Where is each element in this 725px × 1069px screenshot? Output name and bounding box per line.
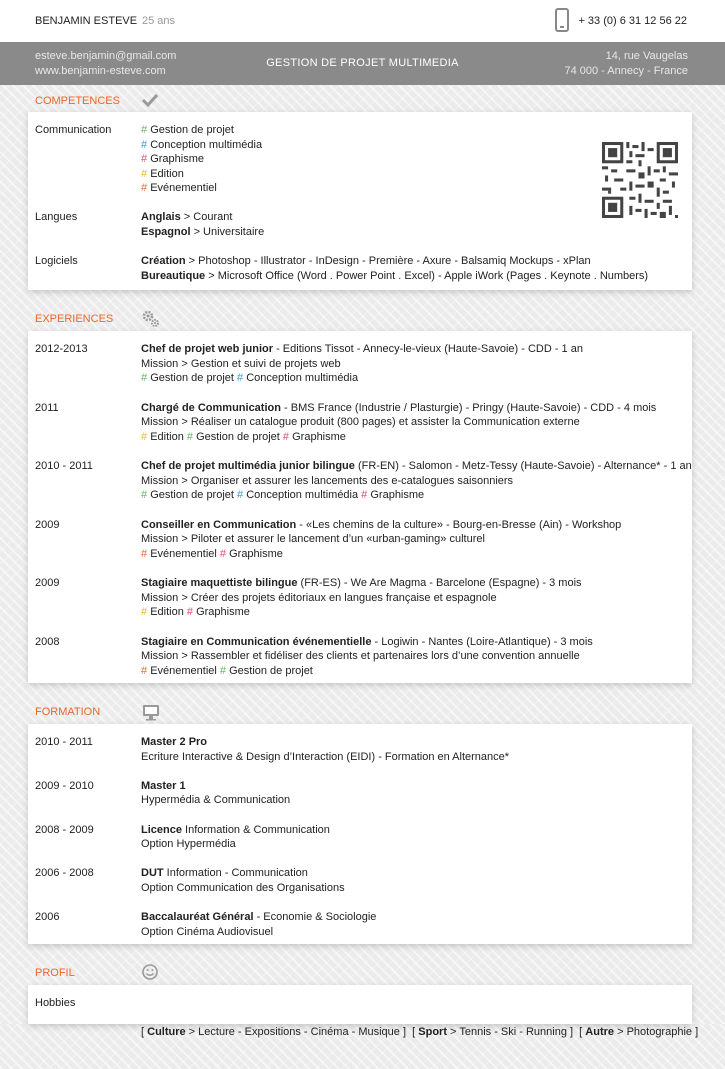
competences-card — [28, 112, 692, 290]
experiences-card — [28, 331, 692, 683]
experience-title: Stagiaire maquettiste bilingue (FR-ES) - We Are Magma - Barcelone (Espagne) - 3 mois — [141, 577, 582, 589]
logiciels-label: Logiciels — [35, 255, 78, 267]
profil-card — [28, 985, 699, 1039]
experience-mission: Mission > Réaliser un catalogue produit (800 pages) et assister la Communication externe — [141, 416, 580, 429]
tag-hash: # — [282, 430, 290, 443]
job-title: GESTION DE PROJET MULTIMEDIA — [266, 57, 459, 69]
experience-title: Conseiller en Communication - «Les chemins de la culture» - Bourg-en-Bresse (Ain) - Workshop — [141, 518, 622, 531]
experience-title: Chef de projet web junior - Editions Tissot - Annecy-le-vieux (Haute-Savoie) - CDD - 1 an — [141, 343, 583, 355]
phone-icon — [555, 8, 569, 32]
formation-degree: Master 1 — [141, 779, 186, 792]
list-item: # Conception multimédia — [141, 138, 263, 151]
monitor-icon — [141, 702, 159, 720]
tag-hash: # — [141, 430, 148, 443]
experience-date: 2012-2013 — [35, 343, 88, 355]
experience-mission: Mission > Rassembler et fidéliser des clients et partenaires lors d’une convention annuelle — [141, 650, 580, 663]
person-age: 25 ans — [142, 15, 176, 27]
experience-tags — [141, 430, 656, 445]
email-link[interactable]: esteve.benjamin@gmail.com — [35, 50, 177, 62]
list-item: # Gestion de projet — [141, 124, 234, 136]
top-bar — [0, 0, 725, 42]
phone-number[interactable]: + 33 (0) 6 31 12 56 22 — [578, 15, 687, 27]
tag-label: Gestion de projet — [150, 489, 234, 502]
tag-label: Edition — [150, 606, 184, 619]
formation-detail: Ecriture Interactive & Design d’Interaction (EIDI) - Formation en Alternance* — [141, 750, 510, 763]
list-item: Espagnol > Universitaire — [141, 225, 265, 238]
tag-label: Edition — [150, 430, 184, 443]
profil-heading: PROFIL — [35, 967, 75, 979]
formation-date: 2009 - 2010 — [35, 779, 94, 792]
communication-label: Communication — [35, 124, 112, 136]
list-item: Création > Photoshop - Illustrator - InDesign - Première - Axure - Balsamiq Mockups - xPlan — [141, 255, 591, 267]
experience-mission: Mission > Piloter et assurer le lancement d’un «urban-gaming» culturel — [141, 533, 485, 546]
tag-label: Graphisme — [229, 547, 283, 560]
tag-hash: # — [219, 664, 227, 677]
langues-label: Langues — [35, 211, 78, 223]
address-line2: 74 000 - Annecy - France — [564, 65, 688, 77]
tag-hash: # — [141, 606, 148, 619]
experience-tags — [141, 371, 583, 386]
experience-date: 2008 — [35, 635, 60, 648]
list-item: Bureautique > Microsoft Office (Word . Power Point . Excel) - Apple iWork (Pages . Keynote . Numbers) — [141, 269, 649, 282]
tag-hash: # — [361, 489, 368, 502]
formation-heading: FORMATION — [35, 706, 101, 718]
person-name: BENJAMIN ESTEVE — [35, 15, 138, 27]
website-link[interactable]: www.benjamin-esteve.com — [35, 65, 166, 77]
tag-label: Conception multimédia — [246, 489, 359, 502]
tag-hash: # — [237, 489, 244, 502]
formation-detail: Option Cinéma Audiovisuel — [141, 925, 274, 938]
tag-label: Graphisme — [196, 606, 250, 619]
experience-tags — [141, 488, 692, 503]
experience-mission: Mission > Organiser et assurer les lancements des e-catalogues saisonniers — [141, 474, 514, 487]
experience-tags — [141, 664, 593, 679]
hobbies-label: Hobbies — [35, 997, 76, 1009]
competences-heading: COMPETENCES — [35, 95, 120, 107]
qr-code-icon — [602, 142, 678, 218]
tag-label: Graphisme — [370, 489, 425, 502]
contact-band — [0, 42, 725, 85]
experience-date: 2009 — [35, 577, 60, 589]
list-item: # Graphisme — [141, 153, 204, 166]
checkmark-icon — [141, 91, 159, 109]
tag-hash: # — [219, 547, 227, 560]
formation-degree: DUT Information - Communication — [141, 867, 308, 880]
tag-label: Graphisme — [292, 430, 346, 443]
formation-date: 2006 - 2008 — [35, 867, 94, 880]
list-item: Anglais > Courant — [141, 211, 233, 223]
tag-label: Evénementiel — [150, 547, 217, 560]
formation-degree: Baccalauréat Général - Economie & Sociologie — [141, 911, 377, 924]
tag-label: Gestion de projet — [229, 664, 313, 677]
experiences-heading: EXPERIENCES — [35, 313, 114, 325]
experience-date: 2010 - 2011 — [35, 460, 93, 472]
list-item: # Edition — [141, 167, 184, 180]
formation-card — [28, 724, 692, 944]
experience-title: Chef de projet multimédia junior bilingue (FR-EN) - Salomon - Metz-Tessy (Haute-Savoie) - Alternance* - 1 an — [141, 460, 692, 472]
tag-hash: # — [186, 430, 194, 443]
tag-hash: # — [141, 664, 148, 677]
formation-degree: Licence Information & Communication — [141, 823, 330, 836]
experience-date: 2009 — [35, 518, 60, 531]
experience-mission: Mission > Créer des projets éditoriaux en langues française et espagnole — [141, 591, 497, 604]
experience-tags — [141, 605, 582, 620]
address-line1: 14, rue Vaugelas — [605, 50, 688, 62]
tag-hash: # — [141, 372, 148, 385]
smiley-icon — [141, 963, 159, 981]
formation-date: 2008 - 2009 — [35, 823, 94, 836]
formation-date: 2010 - 2011 — [35, 736, 93, 748]
tag-label: Evénementiel — [150, 664, 217, 677]
gears-icon — [141, 309, 159, 327]
experience-mission: Mission > Gestion et suivi de projets web — [141, 357, 341, 370]
tag-label: Conception multimédia — [246, 372, 359, 385]
list-item: # Evénementiel — [141, 182, 217, 195]
hobbies-list: [ Culture > Lecture - Expositions - Cinéma - Musique ] [ Sport > Tennis - Ski - Running ] [ Autre > Photographie ] — [141, 1026, 699, 1039]
experience-tags — [141, 547, 621, 562]
formation-detail: Option Hypermédia — [141, 838, 236, 851]
communication-list — [141, 123, 262, 196]
tag-hash: # — [237, 372, 244, 385]
experience-date: 2011 — [35, 401, 59, 414]
tag-label: Gestion de projet — [196, 430, 280, 443]
tag-label: Gestion de projet — [150, 372, 234, 385]
tag-hash: # — [141, 489, 148, 502]
tag-hash: # — [141, 547, 148, 560]
formation-date: 2006 — [35, 911, 60, 924]
experience-title: Chargé de Communication - BMS France (Industrie / Plasturgie) - Pringy (Haute-Savoie) - CDD - 4 mois — [141, 401, 657, 414]
formation-degree: Master 2 Pro — [141, 736, 208, 748]
experience-title: Stagiaire en Communication événementielle - Logiwin - Nantes (Loire-Atlantique) - 3 mois — [141, 635, 593, 648]
tag-hash: # — [186, 606, 194, 619]
formation-detail: Hypermédia & Communication — [141, 794, 291, 807]
formation-detail: Option Communication des Organisations — [141, 881, 345, 894]
